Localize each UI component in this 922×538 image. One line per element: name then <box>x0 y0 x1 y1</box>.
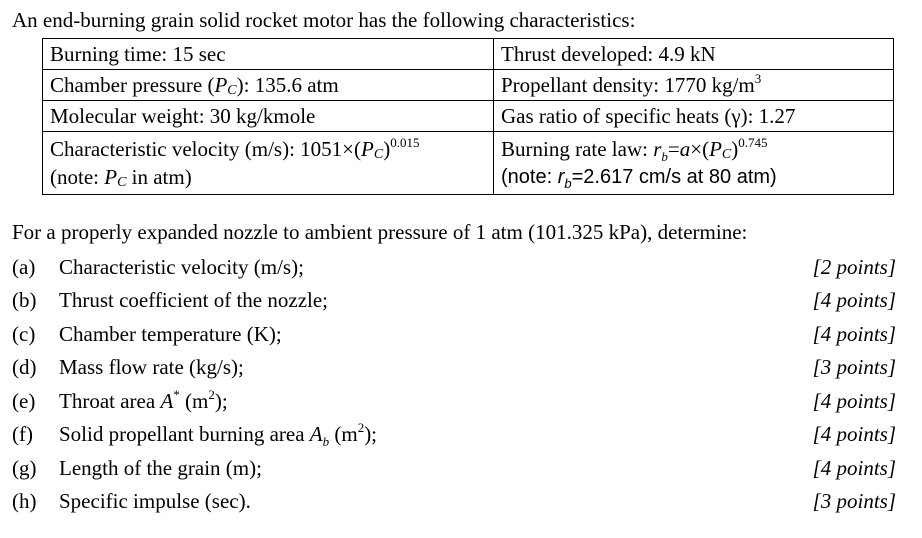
gamma-label: Gas ratio of specific heats ( <box>501 104 732 128</box>
unit-close: ); <box>364 422 378 446</box>
pressure-symbol: P <box>361 137 374 161</box>
unit-exponent: 2 <box>208 387 215 402</box>
item-text-prefix: Throat area <box>59 389 161 413</box>
unit-open: (m <box>179 389 209 413</box>
item-text: Length of the grain (m); <box>59 456 262 480</box>
item-letter: (e) <box>12 389 36 413</box>
item-letter: (b) <box>12 288 37 312</box>
item-text <box>59 419 377 449</box>
burning-time-cell: Burning time: 15 sec <box>43 39 494 70</box>
item-points: [3 points] <box>812 489 896 513</box>
item-letter: (h) <box>12 489 37 513</box>
note-prefix: (note: <box>501 166 558 188</box>
question-prompt: For a properly expanded nozzle to ambient pressure of 1 atm (101.325 kPa), determine: <box>12 220 748 244</box>
thrust-cell: Thrust developed: 4.9 kN <box>494 39 894 70</box>
item-points: [3 points] <box>812 355 896 379</box>
item-letter: (c) <box>12 322 36 346</box>
char-velocity-exponent: 0.015 <box>390 135 420 150</box>
pressure-subscript: C <box>117 175 127 190</box>
item-points: [4 points] <box>812 389 896 413</box>
item-points: [4 points] <box>812 322 896 346</box>
rate-symbol: r <box>557 166 565 188</box>
pressure-symbol: P <box>214 73 228 97</box>
pressure-subscript: C <box>721 147 732 162</box>
pressure-symbol: P <box>104 165 118 189</box>
table-row <box>43 101 894 132</box>
item-points: [4 points] <box>812 422 896 446</box>
times-sign: ×( <box>690 137 710 161</box>
item-points: [4 points] <box>812 288 896 312</box>
unit-close: ); <box>214 389 228 413</box>
rate-subscript: b <box>564 176 572 191</box>
chamber-pressure-label: Chamber pressure ( <box>50 73 215 97</box>
density-cell <box>494 70 894 101</box>
density-exponent: 3 <box>754 71 762 86</box>
throat-superscript: * <box>173 387 180 402</box>
list-item <box>0 453 922 487</box>
characteristics-table <box>42 38 894 195</box>
burn-law-exponent: 0.745 <box>738 135 768 150</box>
unit-open: (m <box>329 422 358 446</box>
list-item <box>0 419 922 453</box>
item-text: Chamber temperature (K); <box>59 322 282 346</box>
area-subscript: b <box>322 434 330 450</box>
burn-law-formula <box>501 135 893 163</box>
gamma-symbol: γ <box>731 104 741 128</box>
burn-law-note <box>501 163 893 191</box>
char-velocity-cell <box>43 132 494 195</box>
note-suffix: in atm) <box>126 165 192 189</box>
char-velocity-formula <box>50 135 493 163</box>
coefficient-symbol: a <box>679 137 691 161</box>
burn-law-cell <box>494 132 894 195</box>
list-item <box>0 486 922 520</box>
list-item <box>0 285 922 319</box>
pressure-symbol: P <box>709 137 722 161</box>
list-item <box>0 386 922 420</box>
molecular-weight-cell: Molecular weight: 30 kg/kmole <box>43 101 494 132</box>
pressure-subscript: C <box>373 147 384 162</box>
note-suffix: =2.617 cm/s at 80 atm) <box>571 166 777 188</box>
note-prefix: (note: <box>50 165 105 189</box>
burn-law-label: Burning rate law: <box>501 137 654 161</box>
chamber-pressure-value: ): 135.6 atm <box>236 73 339 97</box>
unit-exponent: 2 <box>357 420 365 435</box>
item-text <box>59 386 228 416</box>
rate-symbol: r <box>653 137 662 161</box>
table-row <box>43 39 894 70</box>
char-velocity-label: Characteristic velocity (m/s): 1051×( <box>50 137 362 161</box>
pressure-subscript: C <box>227 83 237 98</box>
item-letter: (g) <box>12 456 37 480</box>
density-label: Propellant density: 1770 kg/m <box>501 73 755 97</box>
list-item <box>0 252 922 286</box>
item-points: [2 points] <box>812 255 896 279</box>
item-text: Specific impulse (sec). <box>59 489 251 513</box>
item-text: Thrust coefficient of the nozzle; <box>59 288 329 312</box>
table-row <box>43 132 894 195</box>
gamma-cell <box>494 101 894 132</box>
gamma-value: ): 1.27 <box>740 104 796 128</box>
list-item <box>0 352 922 386</box>
list-item <box>0 319 922 353</box>
item-text: Characteristic velocity (m/s); <box>59 255 304 279</box>
item-text-prefix: Solid propellant burning area <box>59 422 310 446</box>
char-velocity-close: ) <box>383 137 391 161</box>
item-points: [4 points] <box>812 456 896 480</box>
area-symbol: A <box>309 422 323 446</box>
item-text: Mass flow rate (kg/s); <box>59 355 244 379</box>
item-letter: (a) <box>12 255 36 279</box>
chamber-pressure-cell <box>43 70 494 101</box>
intro-text: An end-burning grain solid rocket motor has the following characteristics: <box>12 8 636 32</box>
char-velocity-note <box>50 163 493 191</box>
rate-subscript: b <box>661 149 668 165</box>
table-row <box>43 70 894 101</box>
burn-law-close: ) <box>731 137 739 161</box>
item-letter: (d) <box>12 355 37 379</box>
equals-sign: = <box>667 137 680 161</box>
area-symbol: A <box>160 389 174 413</box>
item-letter: (f) <box>12 422 33 446</box>
